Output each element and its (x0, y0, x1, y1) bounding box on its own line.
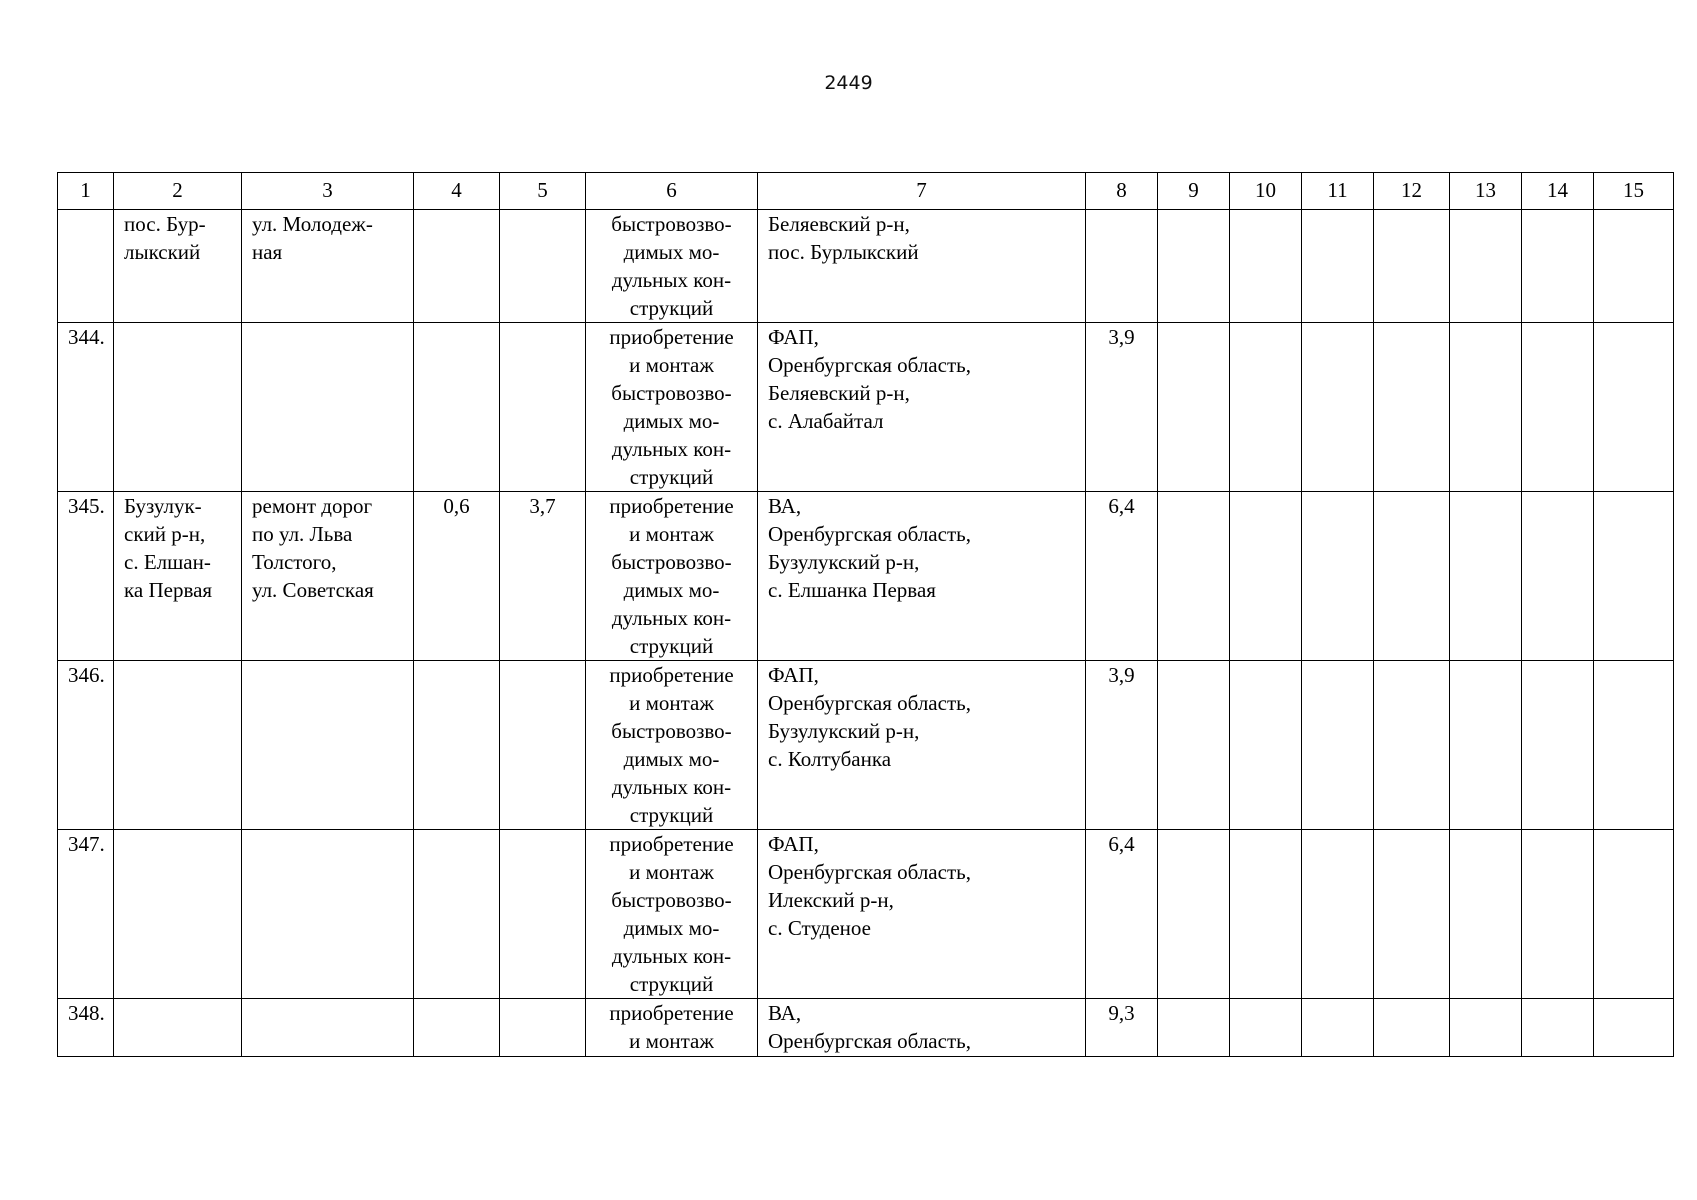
value-cell-4 (414, 830, 500, 999)
cell-line: и монтаж (629, 860, 714, 884)
district-cell (114, 323, 242, 492)
cell-line: Оренбургская область, (768, 353, 971, 377)
value-cell-8: 3,9 (1086, 661, 1158, 830)
cell-line: приобретение (609, 325, 734, 349)
cell-line: димых мо- (623, 916, 720, 940)
value-cell-5 (500, 661, 586, 830)
empty-cell-10 (1230, 492, 1302, 661)
header-cell: 11 (1302, 173, 1374, 210)
work-type-cell (586, 661, 758, 830)
cell-line: и монтаж (629, 1029, 714, 1053)
header-cell: 9 (1158, 173, 1230, 210)
object-address-cell (758, 661, 1086, 830)
row-number-cell (58, 210, 114, 323)
value-cell-8 (1086, 210, 1158, 323)
empty-cell-9 (1158, 492, 1230, 661)
cell-line: ский р-н, (124, 522, 206, 546)
cell-line: димых мо- (623, 240, 720, 264)
table-body (58, 210, 1674, 1057)
empty-cell-12 (1374, 999, 1450, 1057)
cell-line: лыкский (124, 240, 201, 264)
header-cell: 3 (242, 173, 414, 210)
table-row (58, 492, 1674, 661)
page-number: 2449 (824, 72, 873, 94)
road-repair-cell (242, 210, 414, 323)
header-cell: 13 (1450, 173, 1522, 210)
object-address-cell (758, 999, 1086, 1057)
work-type-cell (586, 210, 758, 323)
value-cell-5: 3,7 (500, 492, 586, 661)
cell-line: Оренбургская область, (768, 860, 971, 884)
cell-line: Бузулук- (124, 494, 202, 518)
cell-line: ул. Молодеж- (252, 212, 373, 236)
empty-cell-11 (1302, 661, 1374, 830)
row-number-cell: 344. (58, 323, 114, 492)
cell-line: струкций (629, 972, 714, 996)
cell-line: приобретение (609, 1001, 734, 1025)
empty-cell-11 (1302, 210, 1374, 323)
cell-line: ФАП, (768, 325, 819, 349)
table-row (58, 999, 1674, 1057)
empty-cell-10 (1230, 661, 1302, 830)
road-repair-cell (242, 492, 414, 661)
cell-line: приобретение (609, 663, 734, 687)
empty-cell-15 (1594, 210, 1674, 323)
empty-cell-14 (1522, 661, 1594, 830)
row-number-cell: 345. (58, 492, 114, 661)
cell-line: дульных кон- (611, 775, 732, 799)
cell-line: дульных кон- (611, 944, 732, 968)
district-cell (114, 661, 242, 830)
empty-cell-9 (1158, 323, 1230, 492)
cell-line: с. Елшан- (124, 550, 211, 574)
empty-cell-11 (1302, 492, 1374, 661)
work-type-cell (586, 830, 758, 999)
cell-line: дульных кон- (611, 606, 732, 630)
empty-cell-14 (1522, 210, 1594, 323)
value-cell-4: 0,6 (414, 492, 500, 661)
header-cell: 2 (114, 173, 242, 210)
table-row (58, 210, 1674, 323)
empty-cell-13 (1450, 492, 1522, 661)
cell-line: с. Студеное (768, 916, 871, 940)
value-cell-4 (414, 661, 500, 830)
cell-line: дульных кон- (611, 268, 732, 292)
cell-line: ВА, (768, 1001, 802, 1025)
cell-line: Оренбургская область, (768, 522, 971, 546)
empty-cell-9 (1158, 661, 1230, 830)
empty-cell-9 (1158, 830, 1230, 999)
data-table (57, 172, 1674, 1057)
cell-line: пос. Бур- (124, 212, 206, 236)
empty-cell-11 (1302, 830, 1374, 999)
empty-cell-12 (1374, 323, 1450, 492)
cell-line: ная (252, 240, 283, 264)
empty-cell-15 (1594, 492, 1674, 661)
cell-line: быстровозво- (611, 719, 732, 743)
value-cell-8: 6,4 (1086, 830, 1158, 999)
value-cell-4 (414, 323, 500, 492)
cell-line: с. Алабайтал (768, 409, 884, 433)
empty-cell-15 (1594, 830, 1674, 999)
value-cell-8: 3,9 (1086, 323, 1158, 492)
cell-line: ФАП, (768, 663, 819, 687)
value-cell-5 (500, 999, 586, 1057)
header-row (58, 173, 1674, 210)
cell-line: Илекский р-н, (768, 888, 894, 912)
empty-cell-13 (1450, 661, 1522, 830)
cell-line: димых мо- (623, 747, 720, 771)
table-row (58, 830, 1674, 999)
cell-line: быстровозво- (611, 888, 732, 912)
empty-cell-13 (1450, 999, 1522, 1057)
cell-line: пос. Бурлыкский (768, 240, 919, 264)
cell-line: быстровозво- (611, 550, 732, 574)
empty-cell-13 (1450, 830, 1522, 999)
cell-line: быстровозво- (611, 381, 732, 405)
header-cell: 15 (1594, 173, 1674, 210)
road-repair-cell (242, 661, 414, 830)
value-cell-4 (414, 999, 500, 1057)
empty-cell-11 (1302, 323, 1374, 492)
empty-cell-11 (1302, 999, 1374, 1057)
cell-line: струкций (629, 803, 714, 827)
header-cell: 5 (500, 173, 586, 210)
cell-line: и монтаж (629, 691, 714, 715)
header-cell: 8 (1086, 173, 1158, 210)
cell-line: и монтаж (629, 353, 714, 377)
cell-line: димых мо- (623, 578, 720, 602)
value-cell-4 (414, 210, 500, 323)
empty-cell-14 (1522, 830, 1594, 999)
header-cell: 6 (586, 173, 758, 210)
empty-cell-14 (1522, 999, 1594, 1057)
object-address-cell (758, 492, 1086, 661)
road-repair-cell (242, 830, 414, 999)
cell-line: Толстого, (252, 550, 337, 574)
cell-line: Бузулукский р-н, (768, 719, 920, 743)
cell-line: Бузулукский р-н, (768, 550, 920, 574)
road-repair-cell (242, 999, 414, 1057)
district-cell (114, 210, 242, 323)
empty-cell-12 (1374, 661, 1450, 830)
cell-line: быстровозво- (611, 212, 732, 236)
cell-line: ка Первая (124, 578, 213, 602)
empty-cell-15 (1594, 661, 1674, 830)
empty-cell-10 (1230, 210, 1302, 323)
cell-line: приобретение (609, 494, 734, 518)
cell-line: струкций (629, 296, 714, 320)
empty-cell-13 (1450, 323, 1522, 492)
empty-cell-10 (1230, 830, 1302, 999)
cell-line: Оренбургская область, (768, 1029, 971, 1053)
work-type-cell (586, 492, 758, 661)
cell-line: приобретение (609, 832, 734, 856)
row-number-cell: 348. (58, 999, 114, 1057)
work-type-cell (586, 323, 758, 492)
empty-cell-12 (1374, 210, 1450, 323)
value-cell-5 (500, 323, 586, 492)
cell-line: дульных кон- (611, 437, 732, 461)
cell-line: струкций (629, 634, 714, 658)
empty-cell-9 (1158, 210, 1230, 323)
header-cell: 4 (414, 173, 500, 210)
table-row (58, 323, 1674, 492)
district-cell (114, 999, 242, 1057)
object-address-cell (758, 830, 1086, 999)
cell-line: Беляевский р-н, (768, 212, 910, 236)
empty-cell-13 (1450, 210, 1522, 323)
road-repair-cell (242, 323, 414, 492)
cell-line: с. Колтубанка (768, 747, 892, 771)
cell-line: струкций (629, 465, 714, 489)
row-number-cell: 347. (58, 830, 114, 999)
cell-line: ФАП, (768, 832, 819, 856)
empty-cell-12 (1374, 492, 1450, 661)
work-type-cell (586, 999, 758, 1057)
empty-cell-15 (1594, 999, 1674, 1057)
cell-line: и монтаж (629, 522, 714, 546)
cell-line: Оренбургская область, (768, 691, 971, 715)
header-cell: 12 (1374, 173, 1450, 210)
cell-line: Беляевский р-н, (768, 381, 910, 405)
empty-cell-10 (1230, 999, 1302, 1057)
value-cell-5 (500, 210, 586, 323)
cell-line: по ул. Льва (252, 522, 353, 546)
cell-line: ремонт дорог (252, 494, 373, 518)
cell-line: ул. Советская (252, 578, 374, 602)
value-cell-8: 9,3 (1086, 999, 1158, 1057)
empty-cell-14 (1522, 323, 1594, 492)
value-cell-8: 6,4 (1086, 492, 1158, 661)
header-cell: 14 (1522, 173, 1594, 210)
cell-line: димых мо- (623, 409, 720, 433)
header-cell: 10 (1230, 173, 1302, 210)
empty-cell-14 (1522, 492, 1594, 661)
district-cell (114, 492, 242, 661)
header-cell: 1 (58, 173, 114, 210)
empty-cell-9 (1158, 999, 1230, 1057)
district-cell (114, 830, 242, 999)
value-cell-5 (500, 830, 586, 999)
cell-line: ВА, (768, 494, 802, 518)
header-cell: 7 (758, 173, 1086, 210)
object-address-cell (758, 323, 1086, 492)
table-row (58, 661, 1674, 830)
empty-cell-12 (1374, 830, 1450, 999)
empty-cell-15 (1594, 323, 1674, 492)
cell-line: с. Елшанка Первая (768, 578, 936, 602)
object-address-cell (758, 210, 1086, 323)
row-number-cell: 346. (58, 661, 114, 830)
empty-cell-10 (1230, 323, 1302, 492)
